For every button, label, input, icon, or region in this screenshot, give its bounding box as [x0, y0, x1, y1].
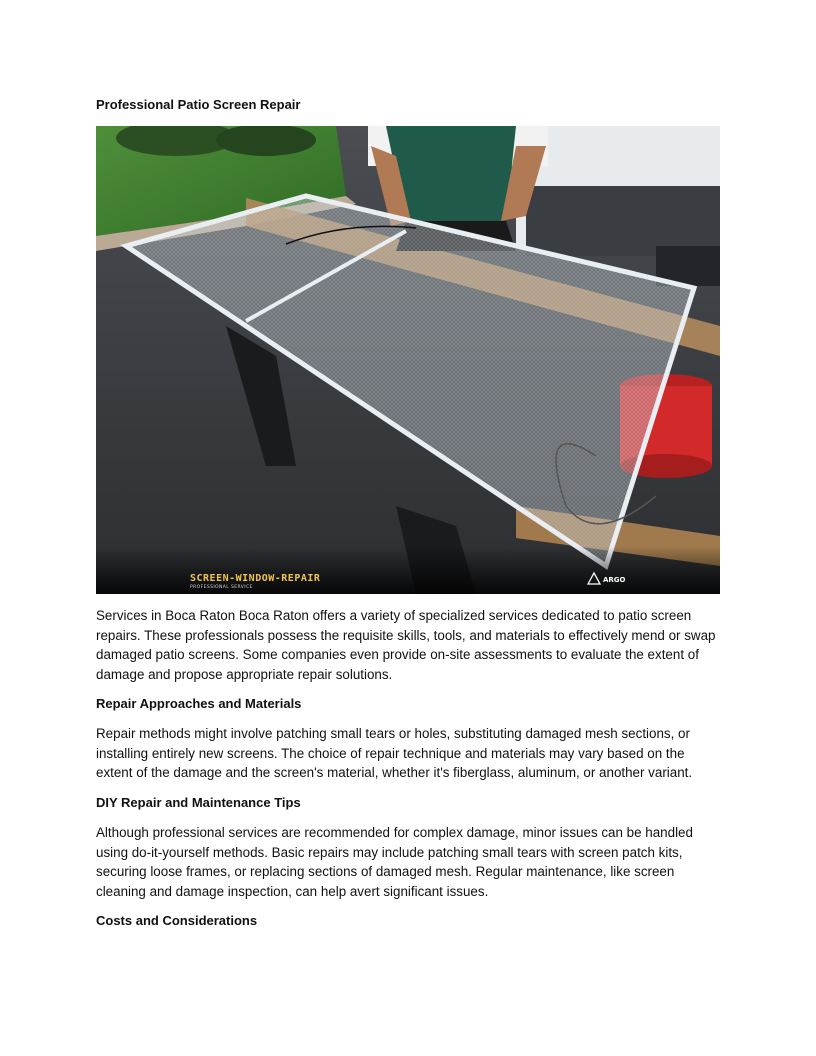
section-heading-diy-tips: DIY Repair and Maintenance Tips — [96, 795, 301, 810]
photo-logo-text: ARGO — [603, 576, 626, 584]
photo-caption-sub: PROFESSIONAL SERVICE — [190, 585, 253, 590]
patio-screen-photo — [96, 126, 720, 594]
intro-paragraph: Services in Boca Raton Boca Raton offers a variety of specialized services dedicated to patio screen repairs. These professionals possess the requisite skills, tools, and materials to effectively mend or swap damaged patio screens. Some companies even provide on-site assessments to evaluate the extent of damage and propose appropriate repair solutions. — [96, 608, 716, 682]
section-heading-repair-approaches: Repair Approaches and Materials — [96, 696, 302, 711]
page-title: Professional Patio Screen Repair — [96, 97, 301, 112]
photo-caption: SCREEN-WINDOW-REPAIR — [190, 573, 321, 584]
section-heading-costs: Costs and Considerations — [96, 913, 258, 928]
photo-illustration — [96, 126, 720, 594]
section-body-diy-tips: Although professional services are recommended for complex damage, minor issues can be handled using do-it-yourself methods. Basic repairs may include patching small tears with screen patch kits, securing loose frames, or replacing sections of damaged mesh. Regular maintenance, like screen cleaning and damage inspection, can help avert significant issues. — [96, 825, 693, 899]
section-body-repair-approaches: Repair methods might involve patching small tears or holes, substituting damaged mesh sections, or installing entirely new screens. The choice of repair technique and materials may vary based on the extent of the damage and the screen's material, whether it's fiberglass, aluminum, or another variant. — [96, 726, 693, 781]
